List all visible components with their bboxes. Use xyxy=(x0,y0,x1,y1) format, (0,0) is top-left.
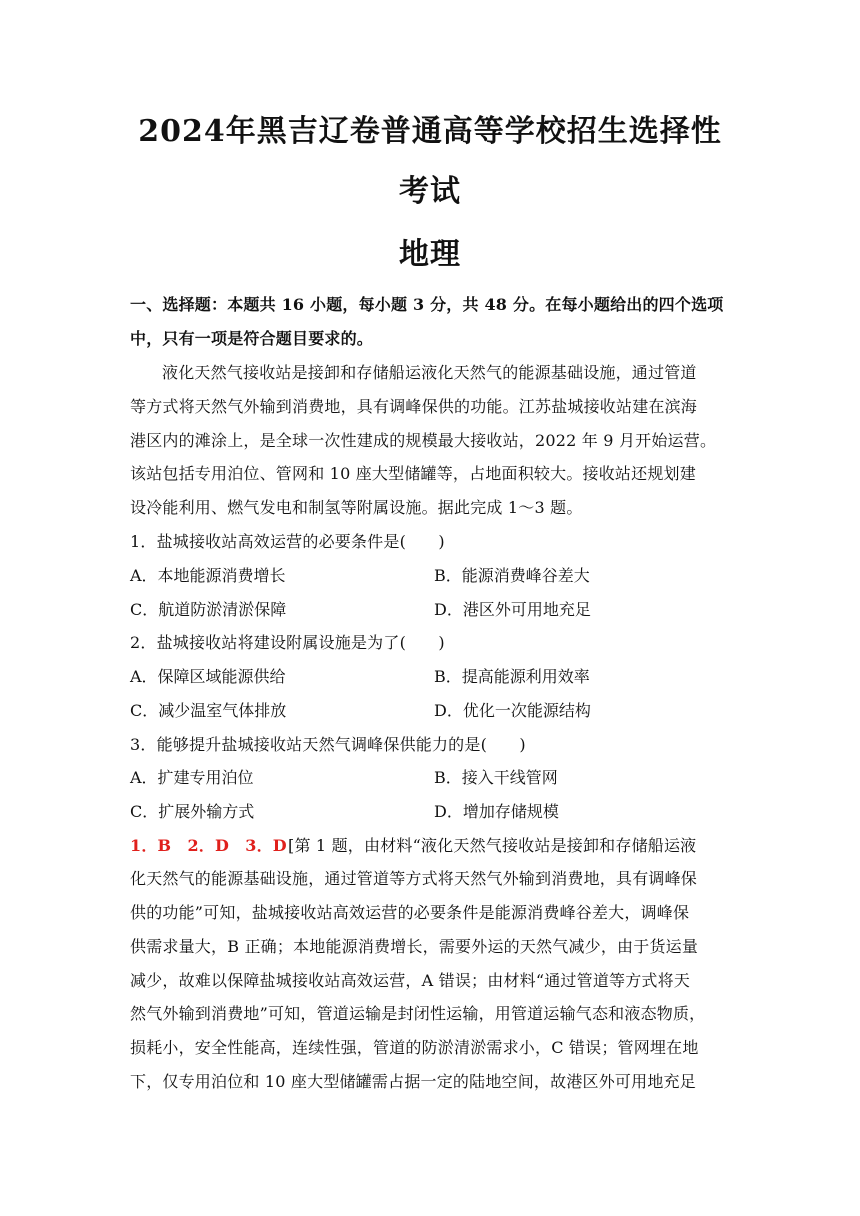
question-3-stem: 3．能够提升盐城接收站天然气调峰保供能力的是( ) xyxy=(130,735,526,754)
passage-line-1: 液化天然气接收站是接卸和存储船运液化天然气的能源基础设施，通过管道 xyxy=(162,363,697,382)
title-line-2: 考试 xyxy=(399,174,461,209)
question-3-option-d: D．增加存储规模 xyxy=(434,802,559,821)
question-3-option-a: A．扩建专用泊位 xyxy=(130,768,254,787)
answer-explanation-line-1: [第 1 题，由材料“液化天然气接收站是接卸和存储船运液 xyxy=(288,836,697,855)
question-1-option-c: C．航道防淤清淤保障 xyxy=(130,600,287,619)
answer-explanation-line-4: 供需求量大，B 正确；本地能源消费增长，需要外运的天然气减少，由于货运量 xyxy=(130,937,699,956)
passage-line-5: 设冷能利用、燃气发电和制氢等附属设施。据此完成 1～3 题。 xyxy=(130,498,583,517)
passage-line-2: 等方式将天然气外输到消费地，具有调峰保供的功能。江苏盐城接收站建在滨海 xyxy=(130,397,698,416)
answer-explanation-line-5: 减少，故难以保障盐城接收站高效运营，A 错误；由材料“通过管道等方式将天 xyxy=(130,971,691,990)
question-3-option-b: B．接入干线管网 xyxy=(434,768,558,787)
title-line-1: 2024年黑吉辽卷普通高等学校招生选择性 xyxy=(138,114,722,149)
question-1-option-b: B．能源消费峰谷差大 xyxy=(434,566,590,585)
question-3-option-c: C．扩展外输方式 xyxy=(130,802,255,821)
question-2-option-c: C．减少温室气体排放 xyxy=(130,701,287,720)
section-heading-line-1: 一、选择题：本题共 16 小题，每小题 3 分，共 48 分。在每小题给出的四个选项 xyxy=(130,295,724,314)
question-2-stem: 2．盐城接收站将建设附属设施是为了( ) xyxy=(130,633,445,652)
passage-line-3: 港区内的滩涂上，是全球一次性建成的规模最大接收站，2022 年 9 月开始运营。 xyxy=(130,431,717,450)
section-heading-line-2: 中，只有一项是符合题目要求的。 xyxy=(130,329,374,348)
question-2-option-d: D．优化一次能源结构 xyxy=(434,701,591,720)
question-2-option-a: A．保障区域能源供给 xyxy=(130,667,286,686)
answer-explanation-line-6: 然气外输到消费地”可知，管道运输是封闭性运输，用管道运输气态和液态物质， xyxy=(130,1004,706,1023)
question-1-stem: 1．盐城接收站高效运营的必要条件是( ) xyxy=(130,532,445,551)
subject-title: 地理 xyxy=(399,237,461,272)
answer-keys: 1．B 2．D 3．D xyxy=(130,836,287,855)
answer-explanation-line-7: 损耗小，安全性能高，连续性强，管道的防淤清淤需求小，C 错误；管网埋在地 xyxy=(130,1038,699,1057)
answer-explanation-line-2: 化天然气的能源基础设施，通过管道等方式将天然气外输到消费地，具有调峰保 xyxy=(130,869,698,888)
passage-line-4: 该站包括专用泊位、管网和 10 座大型储罐等，占地面积较大。接收站还规划建 xyxy=(130,464,696,483)
question-2-option-b: B．提高能源利用效率 xyxy=(434,667,590,686)
answer-explanation-line-3: 供的功能”可知，盐城接收站高效运营的必要条件是能源消费峰谷差大，调峰保 xyxy=(130,903,690,922)
question-1-option-d: D．港区外可用地充足 xyxy=(434,600,591,619)
answer-explanation-line-8: 下，仅专用泊位和 10 座大型储罐需占据一定的陆地空间，故港区外可用地充足 xyxy=(130,1072,696,1091)
question-1-option-a: A．本地能源消费增长 xyxy=(130,566,286,585)
